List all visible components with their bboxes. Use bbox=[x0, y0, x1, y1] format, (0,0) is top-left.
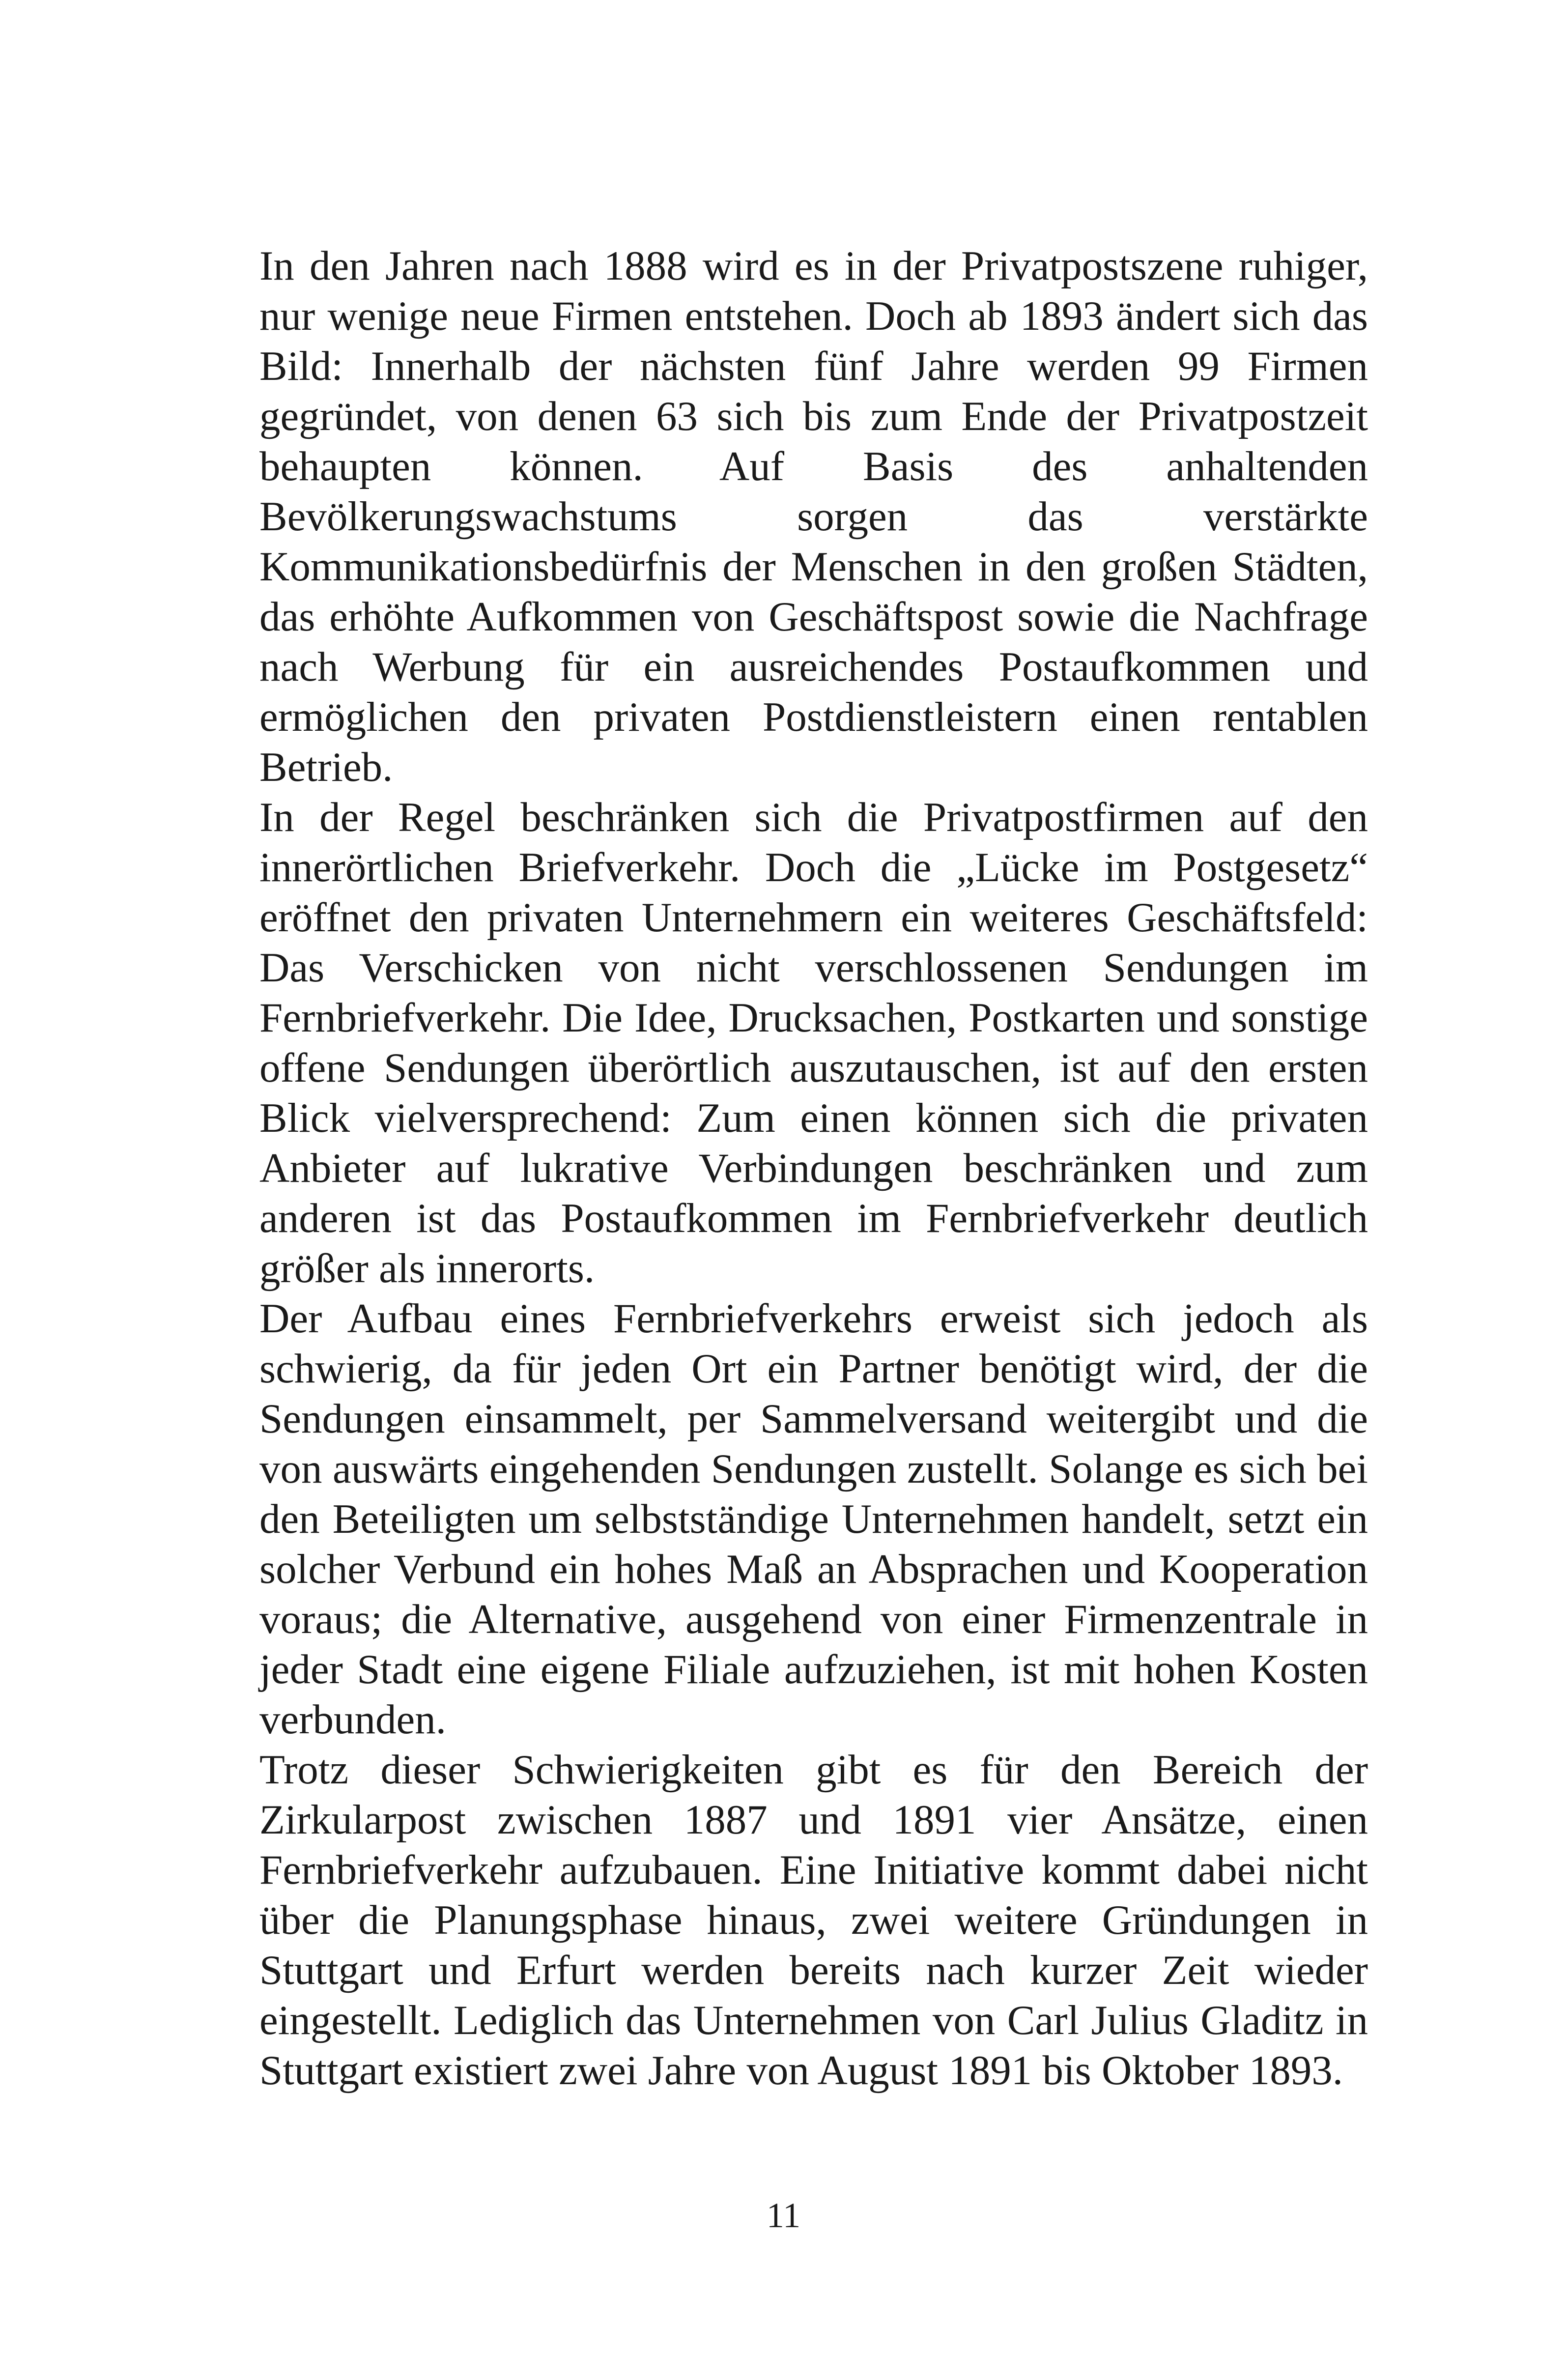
body-text bbox=[259, 241, 1368, 2095]
paragraph-2: In der Regel beschränken sich die Privatpostfirmen auf den innerörtlichen Briefverkehr. Doch die „Lücke im Postgesetz“ eröffnet den privaten Unternehmern ein weiteres Geschäftsfeld: Das Verschicken von nicht verschlossenen Sendungen im Fernbriefverkehr. Die Idee, Drucksachen, Postkarten und sonstige offene Sendungen überörtlich auszutauschen, ist auf den ersten Blick vielversprechend: Zum einen können sich die privaten Anbieter auf lukrative Verbindungen beschränken und zum anderen ist das Postaufkommen im Fernbriefverkehr deutlich größer als innerorts. bbox=[259, 794, 1368, 1291]
page-number: 11 bbox=[766, 2196, 801, 2235]
paragraph-3: Der Aufbau eines Fernbriefverkehrs erweist sich jedoch als schwierig, da für jeden Ort ein Partner benötigt wird, der die Sendungen einsammelt, per Sammelversand weitergibt und die von auswärts eingehenden Sendungen zustellt. Solange es sich bei den Beteiligten um selbstständige Unternehmen handelt, setzt ein solcher Verbund ein hohes Maß an Absprachen und Kooperation voraus; die Alternative, ausgehend von einer Firmenzentrale in jeder Stadt eine eigene Filiale aufzuziehen, ist mit hohen Kosten verbunden. bbox=[259, 1295, 1368, 1743]
paragraph-1: In den Jahren nach 1888 wird es in der Privatpostszene ruhiger, nur wenige neue Firmen entstehen. Doch ab 1893 ändert sich das Bild: Innerhalb der nächsten fünf Jahre werden 99 Firmen gegründet, von denen 63 sich bis zum Ende der Privatpostzeit behaupten können. Auf Basis des anhaltenden Bevölkerungswachstums sorgen das verstärkte Kommunikationsbedürfnis der Menschen in den großen Städten, das erhöhte Aufkommen von Geschäftspost sowie die Nachfrage nach Werbung für ein ausreichendes Postaufkommen und ermöglichen den privaten Postdienstleistern einen rentablen Betrieb. bbox=[259, 243, 1368, 790]
paragraph-4: Trotz dieser Schwierigkeiten gibt es für den Bereich der Zirkularpost zwischen 1887 und 1891 vier Ansätze, einen Fernbriefverkehr aufzubauen. Eine Initiative kommt dabei nicht über die Planungsphase hinaus, zwei weitere Gründungen in Stuttgart und Erfurt werden bereits nach kurzer Zeit wieder eingestellt. Lediglich das Unternehmen von Carl Julius Gladitz in Stuttgart existiert zwei Jahre von August 1891 bis Oktober 1893. bbox=[259, 1747, 1368, 2093]
